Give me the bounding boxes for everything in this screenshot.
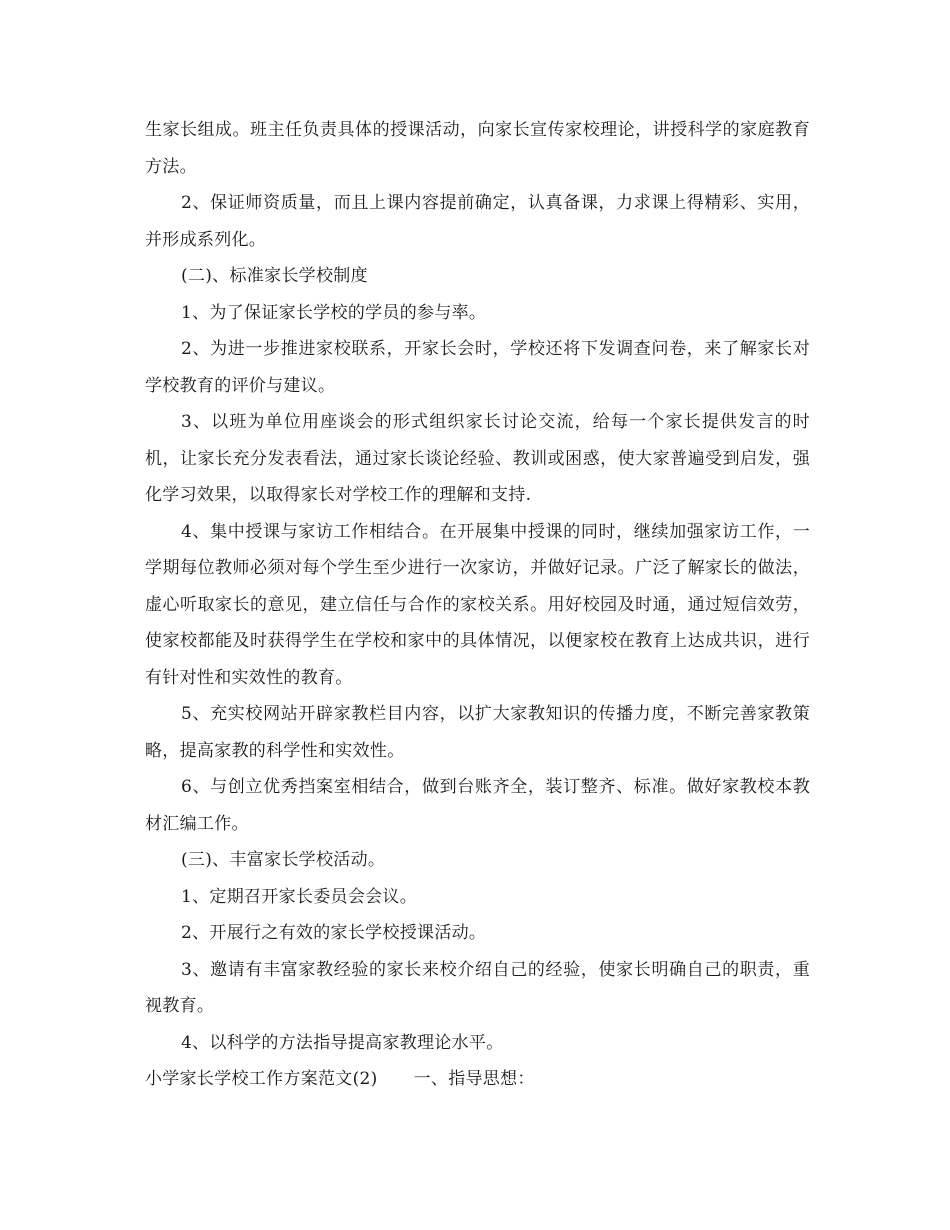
paragraph-10: 2、开展行之有效的家长学校授课活动。 bbox=[181, 923, 487, 943]
paragraph-9: 1、定期召开家长委员会会议。 bbox=[181, 886, 418, 907]
paragraph-7: 5、充实校网站开辟家教栏目内容，以扩大家教知识的传播力度，不断完善家教策略，提高家教的科学性和实效性。 bbox=[145, 704, 810, 761]
paragraph-2: 2、保证师资质量，而且上课内容提前确定，认真备课，力求课上得精彩、实用，并形成系列化。 bbox=[145, 193, 810, 250]
document-body bbox=[145, 112, 810, 1098]
paragraph-12: 4、以科学的方法指导提高家教理论水平。 bbox=[181, 1032, 504, 1053]
next-section-title: 小学家长学校工作方案范文(2) bbox=[145, 1069, 378, 1089]
next-section-line bbox=[145, 1061, 810, 1098]
next-section-heading: 一、指导思想： bbox=[413, 1069, 535, 1089]
paragraph-4: 2、为进一步推进家校联系，开家长会时，学校还将下发调查问卷，来了解家长对学校教育的评价与建议。 bbox=[145, 339, 810, 396]
paragraph-8: 6、与创立优秀挡案室相结合，做到台账齐全，装订整齐、标准。做好家教校本教材汇编工作。 bbox=[145, 777, 810, 834]
section-heading-2: (二)、标准家长学校制度 bbox=[181, 266, 368, 286]
paragraph-1: 生家长组成。班主任负责具体的授课活动，向家长宣传家校理论，讲授科学的家庭教育方法。 bbox=[145, 120, 810, 177]
paragraph-6: 4、集中授课与家访工作相结合。在开展集中授课的同时，继续加强家访工作，一学期每位教师必须对每个学生至少进行一次家访，并做好记录。广泛了解家长的做法，虚心听取家长的意见，建立信任与合作的家校关系。用好校园及时通，通过短信效劳，使家校都能及时获得学生在学校和家中的具体情况，以便家校在教育上达成共识，进行有针对性和实效性的教育。 bbox=[145, 521, 810, 688]
paragraph-11: 3、邀请有丰富家教经验的家长来校介绍自己的经验，使家长明确自己的职责，重视教育。 bbox=[145, 959, 810, 1016]
section-heading-3: (三)、丰富家长学校活动。 bbox=[181, 850, 386, 870]
paragraph-5: 3、以班为单位用座谈会的形式组织家长讨论交流，给每一个家长提供发言的时机，让家长充分发表看法，通过家长谈论经验、教训或困惑，使大家普遍受到启发，强化学习效果，以取得家长对学校工作的理解和支持. bbox=[145, 412, 810, 505]
paragraph-3: 1、为了保证家长学校的学员的参与率。 bbox=[181, 302, 487, 323]
